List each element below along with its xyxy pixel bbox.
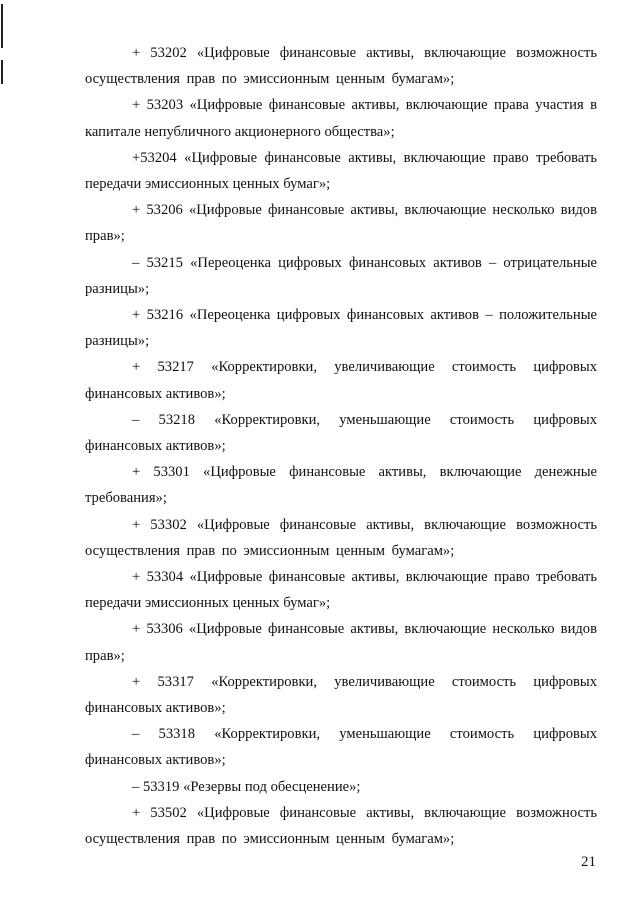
list-item: + 53202 «Цифровые финансовые активы, включающие возможность осуществления прав по эмиссионным ценным бумагам»; [85, 45, 597, 88]
margin-line-mark [1, 60, 3, 84]
page-number: 21 [581, 854, 596, 870]
list-item: + 53217 «Корректировки, увеличивающие стоимость цифровых финансовых активов»; [85, 359, 597, 402]
list-item: + 53317 «Корректировки, увеличивающие стоимость цифровых финансовых активов»; [85, 673, 597, 717]
list-item: – 53318 «Корректировки, уменьшающие стоимость цифровых финансовых активов»; [85, 726, 597, 769]
list-item: +53204 «Цифровые финансовые активы, включающие право требовать передачи эмиссионных ценных бумаг»; [85, 149, 597, 193]
list-item: + 53302 «Цифровые финансовые активы, включающие возможность осуществления прав по эмиссионным ценным бумагам»; [85, 516, 597, 559]
list-item: + 53216 «Переоценка цифровых финансовых активов – положительные разницы»; [85, 307, 597, 350]
list-item: + 53304 «Цифровые финансовые активы, включающие право требовать передачи эмиссионных ценных бумаг»; [85, 569, 597, 612]
margin-line-mark [1, 4, 3, 48]
list-item: + 53306 «Цифровые финансовые активы, включающие несколько видов прав»; [85, 621, 597, 664]
document-body [85, 40, 597, 852]
list-item: + 53206 «Цифровые финансовые активы, включающие несколько видов прав»; [85, 202, 597, 245]
list-item: – 53215 «Переоценка цифровых финансовых активов – отрицательные разницы»; [85, 254, 597, 297]
list-item: – 53218 «Корректировки, уменьшающие стоимость цифровых финансовых активов»; [85, 411, 597, 455]
list-item: + 53502 «Цифровые финансовые активы, включающие возможность осуществления прав по эмиссионным ценным бумагам»; [85, 804, 597, 848]
list-item: + 53301 «Цифровые финансовые активы, включающие денежные требования»; [85, 464, 597, 507]
list-item: + 53203 «Цифровые финансовые активы, включающие права участия в капитале непубличного акционерного общества»; [85, 97, 597, 140]
list-item: – 53319 «Резервы под обесценение»; [132, 778, 361, 795]
